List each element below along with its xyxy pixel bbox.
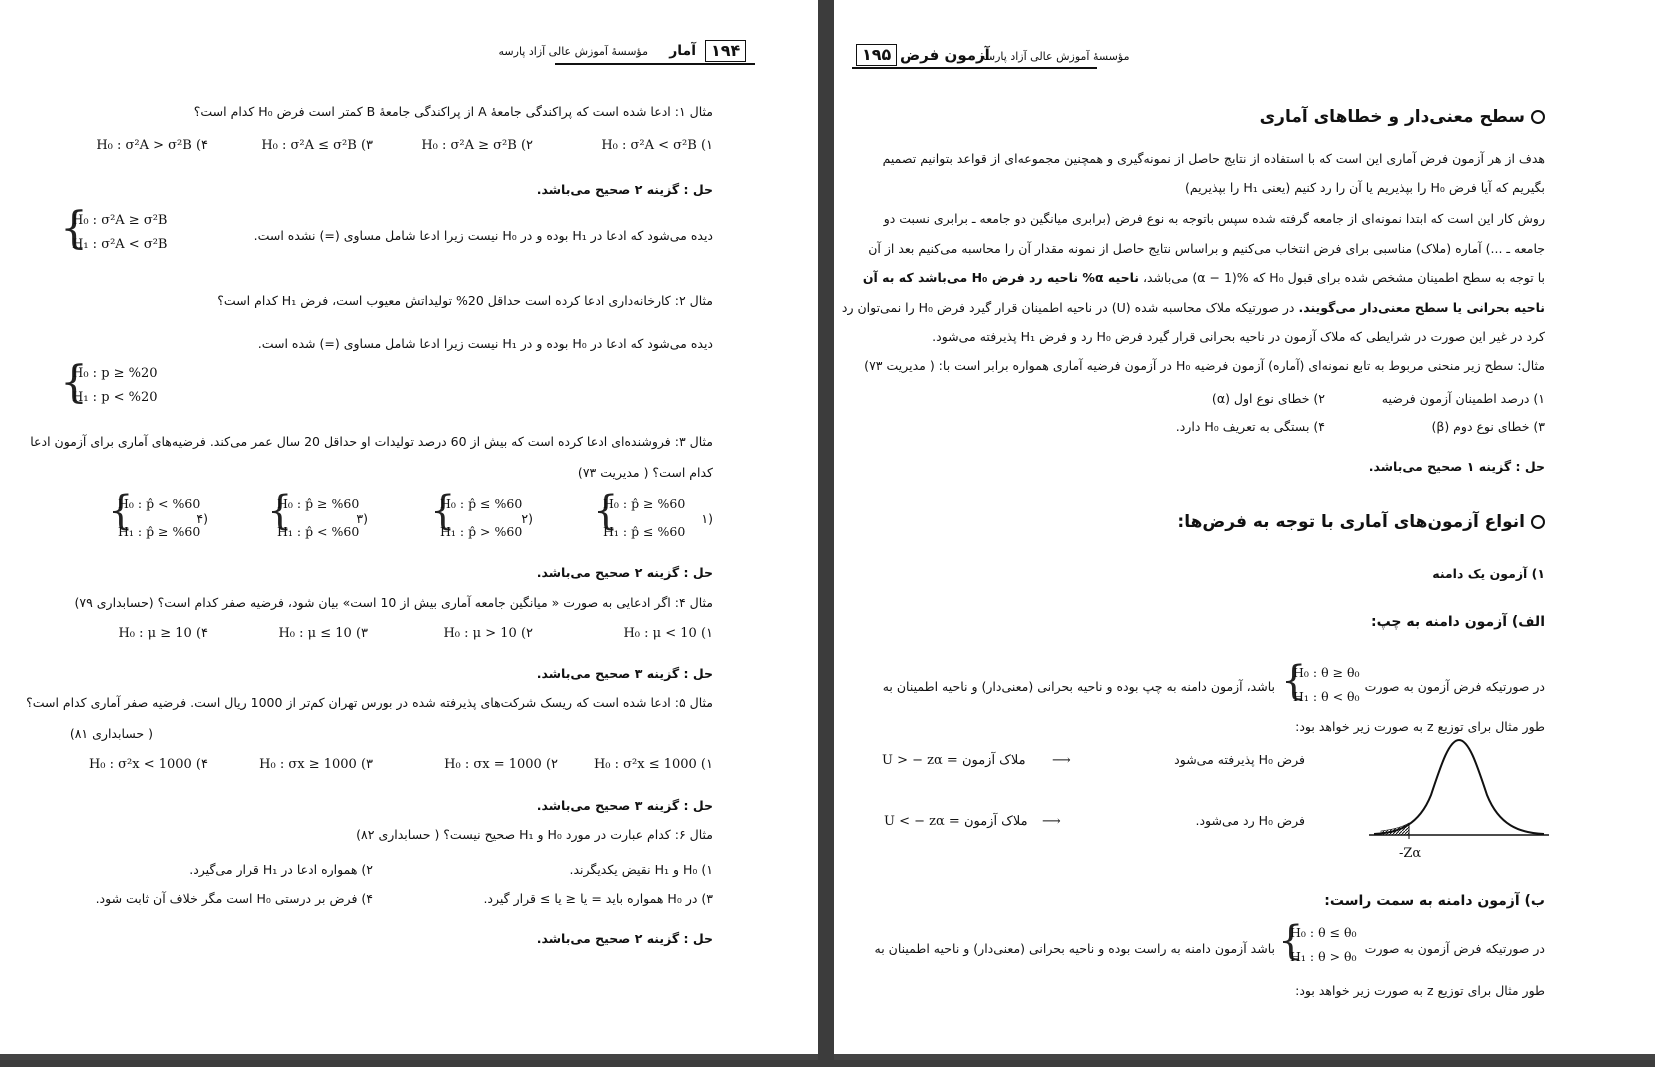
ex6-option-1: ۱) H₀ و H₁ نقیض یکدیگرند. (569, 862, 713, 877)
ex5-option-1: H₀ : σ²x ≤ 1000 (۱ (593, 757, 713, 772)
ex1-h0: H₀ : σ²A ≥ σ²B (72, 213, 168, 228)
ex3-question-cont: کدام است؟ ( مدیریت ۷۳) (577, 465, 713, 480)
ex3-option-3-h1: H₁ : p̂ < %60 (277, 524, 360, 539)
ex4-option-2: H₀ : μ > 10 (۲ (443, 626, 533, 641)
ex1-option-1: H₀ : σ²A < σ²B (۱ (601, 138, 713, 153)
ex3-option-1-brace: { (593, 488, 619, 534)
critical-region-term: ناحیه بحرانی یا سطح معنی‌دار می‌گویند. (1298, 300, 1545, 315)
s1-answer: حل : گزینه ۱ صحیح می‌باشد. (1368, 459, 1545, 474)
ex4-question: مثال ۴: اگر ادعایی به صورت « میانگین جامعه آماری بیش از 10 است» بیان شود، فرضیه صفر کدام است؟ (حسابداری ۷۹) (74, 595, 713, 610)
ex3-option-4-h1: H₁ : p̂ ≥ %60 (118, 524, 201, 539)
s1-paragraph-line-2: بگیریم که آیا فرض H₀ را بپذیریم یا آن را رد کنیم (یعنی H₁ را بپذیریم) (1184, 180, 1545, 195)
section-heading-text: سطح معنی‌دار و خطاهای آماری (1259, 107, 1525, 127)
s2-left-brace: { (1281, 658, 1307, 704)
ex4-option-3: H₀ : μ ≤ 10 (۳ (278, 626, 368, 641)
ex3-option-2-brace: { (430, 488, 456, 534)
accept-text: فرض H₀ پذیرفته می‌شود (1174, 752, 1305, 767)
s2-right-h0: H₀ : θ ≤ θ₀ (1290, 925, 1357, 940)
ex1-option-3: H₀ : σ²A ≤ σ²B (۳ (261, 138, 373, 153)
ex5-option-2: H₀ : σx = 1000 (۲ (444, 757, 558, 772)
s2-left-text-start: در صورتیکه فرض آزمون به صورت (1364, 679, 1545, 694)
ex3-option-1-h1: H₁ : p̂ ≤ %60 (603, 524, 686, 539)
s2-one-tailed-title: ۱) آزمون یک دامنه (1432, 566, 1545, 581)
s2-left-hypotheses (1293, 661, 1360, 709)
s1-example: مثال: سطح زیر منحنی مربوط به تابع نمونه‌ای (آماره) آزمون فرضیه H₀ در آزمون فرضیه آماری همواره برابر است با: ( مدیریت ۷۳) (864, 358, 1545, 373)
ex6-option-4: ۴) فرض بر درستی H₀ است مگر خلاف آن ثابت شود. (95, 891, 373, 906)
normal-curve-diagram (1369, 735, 1549, 865)
s1-paragraph-line-5 (863, 269, 1545, 287)
reject-rule: ملاک آزمون = U < − zα (884, 814, 1028, 829)
critical-value-label: -Zα (1399, 846, 1422, 861)
s2-left-h1: H₁ : θ < θ₀ (1293, 689, 1360, 704)
ex3-option-3-brace: { (267, 488, 293, 534)
ex1-hypotheses (72, 209, 167, 257)
ex3-option-3[interactable] (277, 490, 359, 546)
ex2-question: مثال ۲: کارخانه‌داری ادعا کرده است حداقل 20% تولیداتش معیوب است، فرض H₁ کدام است؟ (217, 293, 713, 308)
ex1-question: مثال ۱: ادعا شده است که پراکندگی جامعهٔ A از پراکندگی جامعهٔ B کمتر است فرض H₀ کدام است؟ (193, 104, 713, 119)
circle-bullet-icon (1531, 515, 1545, 529)
section-heading-test-types (1177, 513, 1545, 531)
circle-bullet-icon (1531, 110, 1545, 124)
ex2-brace: { (60, 357, 88, 408)
ex3-question: مثال ۳: فروشنده‌ای ادعا کرده است که بیش از 60 درصد تولیدات او حداقل 20 سال عمر می‌کند. فرضیه‌های آماری برای آزمون ادعا (30, 434, 713, 449)
ex5-option-3: H₀ : σx ≥ 1000 (۳ (259, 757, 373, 772)
ex3-option-2-h1: H₁ : p̂ > %60 (440, 524, 523, 539)
s1-paragraph-line-7: کرد در غیر این صورت در شرایطی که ملاک آزمون در ناحیه بحرانی قرار گیرد فرض H₀ رد و فرض H₁ پذیرفته می‌شود. (932, 329, 1545, 344)
s2-right-hypotheses (1290, 921, 1357, 969)
ex3-option-1[interactable] (603, 490, 685, 546)
section-heading-text: انواع آزمون‌های آماری با توجه به فرض‌ها: (1177, 512, 1525, 532)
reject-arrow-icon: ⟶ (1042, 814, 1061, 829)
s1-option-3: ۳) خطای نوع دوم (β) (1431, 419, 1545, 434)
s1-paragraph-line-3: روش کار این است که ابتدا نمونه‌ای از جامعه گرفته شده سپس باتوجه به نوع فرض (برابری میانگین دو جامعه ـ برابری نسبت دو (883, 211, 1545, 226)
reject-text: فرض H₀ رد می‌شود. (1195, 813, 1305, 828)
header-section: آمار (669, 43, 696, 59)
s2-right-tailed-heading: ب) آزمون دامنه به سمت راست: (1324, 893, 1545, 909)
ex3-option-4-brace: { (108, 488, 134, 534)
accept-arrow-icon: ⟶ (1052, 753, 1071, 768)
ex6-answer: حل : گزینه ۲ صحیح می‌باشد. (536, 931, 713, 946)
s2-left-tailed-heading: الف) آزمون دامنه به چپ: (1371, 614, 1545, 630)
ex2-explanation: دیده می‌شود که ادعا در H₀ بوده و در H₁ نیست زیرا ادعا شامل مساوی (=) شده است. (257, 336, 713, 351)
ex3-option-4-h0: H₀ : p̂ < %60 (118, 496, 201, 511)
s1-option-4: ۴) بستگی به تعریف H₀ دارد. (1175, 419, 1325, 434)
s1-line-5-part-a: با توجه به سطح اطمینان مشخص شده برای قبول H₀ که %(1 − α) می‌باشد، (1142, 270, 1545, 285)
ex3-option-2-h0: H₀ : p̂ ≤ %60 (440, 496, 523, 511)
ex3-option-4-num: (۴ (196, 511, 208, 526)
header-section: آزمون فرض (900, 46, 990, 64)
s2-left-h0: H₀ : θ ≥ θ₀ (1293, 665, 1360, 680)
ex3-option-3-num: (۳ (356, 511, 368, 526)
normal-curve (1374, 740, 1544, 834)
page-bottom-edge (834, 1054, 1655, 1060)
ex1-option-2: H₀ : σ²A ≥ σ²B (۲ (421, 138, 533, 153)
ex1-h1: H₁ : σ²A < σ²B (72, 237, 168, 252)
ex6-option-2: ۲) همواره ادعا در H₁ قرار می‌گیرد. (189, 862, 373, 877)
ex5-answer: حل : گزینه ۳ صحیح می‌باشد. (536, 798, 713, 813)
header-publisher: مؤسسهٔ آموزش عالی آزاد پارسه (980, 50, 1130, 63)
s1-paragraph-line-6 (842, 299, 1545, 317)
s2-left-text-end: باشد، آزمون دامنه به چپ بوده و ناحیه بحرانی (معنی‌دار) و ناحیه اطمینان به (882, 679, 1275, 694)
ex3-option-3-h0: H₀ : p̂ ≥ %60 (277, 496, 360, 511)
header-rule (555, 63, 755, 65)
section-heading-significance (1260, 108, 1545, 126)
ex2-h0: H₀ : p ≥ %20 (72, 366, 158, 381)
ex1-answer: حل : گزینه ۲ صحیح می‌باشد. (536, 182, 713, 197)
ex4-option-1: H₀ : μ < 10 (۱ (623, 626, 713, 641)
ex5-question: مثال ۵: ادعا شده است که ریسک شرکت‌های پذیرفته شده در بورس تهران کم‌تر از 1000 ریال است. فرضیه صفر آماری کدام است؟ (26, 695, 713, 710)
ex4-answer: حل : گزینه ۳ صحیح می‌باشد. (536, 666, 713, 681)
ex3-option-2-num: (۲ (521, 511, 533, 526)
ex1-brace: { (60, 203, 88, 254)
ex3-option-1-h0: H₀ : p̂ ≥ %60 (603, 496, 686, 511)
s1-line-6-part-b: در صورتیکه ملاک محاسبه شده (U) در ناحیه اطمینان قرار گیرد فرض H₀ را نمی‌توان رد (841, 300, 1295, 315)
header-publisher: مؤسسهٔ آموزش عالی آزاد پارسه (498, 45, 648, 58)
accept-rule: ملاک آزمون = U > − zα (882, 753, 1026, 768)
ex1-option-4: H₀ : σ²A > σ²B (۴ (96, 138, 208, 153)
s1-paragraph-line-4: جامعه ـ ...) آماره (ملاک) مناسبی برای فرض انتخاب می‌کنیم و براساس نتایج حاصل از نمونه مقدار آن را محاسبه می‌کنیم بعد از آن (868, 241, 1545, 256)
s2-right-h1: H₁ : θ > θ₀ (1290, 949, 1357, 964)
s2-right-text-start: در صورتیکه فرض آزمون به صورت (1364, 941, 1545, 956)
ex5-option-4: H₀ : σ²x < 1000 (۴ (88, 757, 208, 772)
ex3-option-1-num: (۱ (701, 511, 713, 526)
ex5-source: ( حسابداری ۸۱) (69, 726, 153, 741)
page-bottom-edge (0, 1054, 818, 1060)
page-number: ۱۹۵ (856, 44, 897, 66)
ex6-question: مثال ۶: کدام عبارت در مورد H₀ و H₁ صحیح نیست؟ ( حسابداری ۸۲) (356, 827, 713, 842)
s2-left-line-2: طور مثال برای توزیع z به صورت زیر خواهد بود: (1295, 719, 1545, 734)
header-rule (852, 67, 1097, 69)
s1-option-2: ۲) خطای نوع اول (α) (1211, 391, 1325, 406)
ex1-explanation: دیده می‌شود که ادعا در H₁ بوده و در H₀ نیست زیرا ادعا شامل مساوی (=) نشده است. (253, 228, 713, 243)
ex3-option-2[interactable] (440, 490, 522, 546)
ex3-option-4[interactable] (118, 490, 200, 546)
s1-paragraph-line-1: هدف از هر آزمون فرض آماری این است که با استفاده از نتایج حاصل از نمونه‌گیری و همچنین مجموعه‌ای از قواعد بتوانیم تصمیم (882, 151, 1545, 166)
s2-right-line-2: طور مثال برای توزیع z به صورت زیر خواهد بود: (1295, 983, 1545, 998)
s1-option-1: ۱) درصد اطمینان آزمون فرضیه (1381, 391, 1545, 406)
ex2-hypotheses (72, 362, 158, 410)
ex6-option-3: ۳) در H₀ همواره باید = یا ≤ یا ≥ قرار گیرد. (483, 891, 713, 906)
s1-line-5-part-b: ناحیه α% ناحیه رد فرض H₀ می‌باشد که به آن (862, 270, 1139, 285)
ex3-answer: حل : گزینه ۲ صحیح می‌باشد. (536, 565, 713, 580)
page-number: ۱۹۴ (705, 40, 746, 62)
s2-right-brace: { (1278, 918, 1304, 964)
page-right (834, 0, 1655, 1060)
ex2-h1: H₁ : p < %20 (72, 390, 158, 405)
ex4-option-4: H₀ : μ ≥ 10 (۴ (118, 626, 208, 641)
page-left (0, 0, 818, 1060)
s2-right-text-end: باشد آزمون دامنه به راست بوده و ناحیه بحرانی (معنی‌دار) و ناحیه اطمینان به (874, 941, 1275, 956)
